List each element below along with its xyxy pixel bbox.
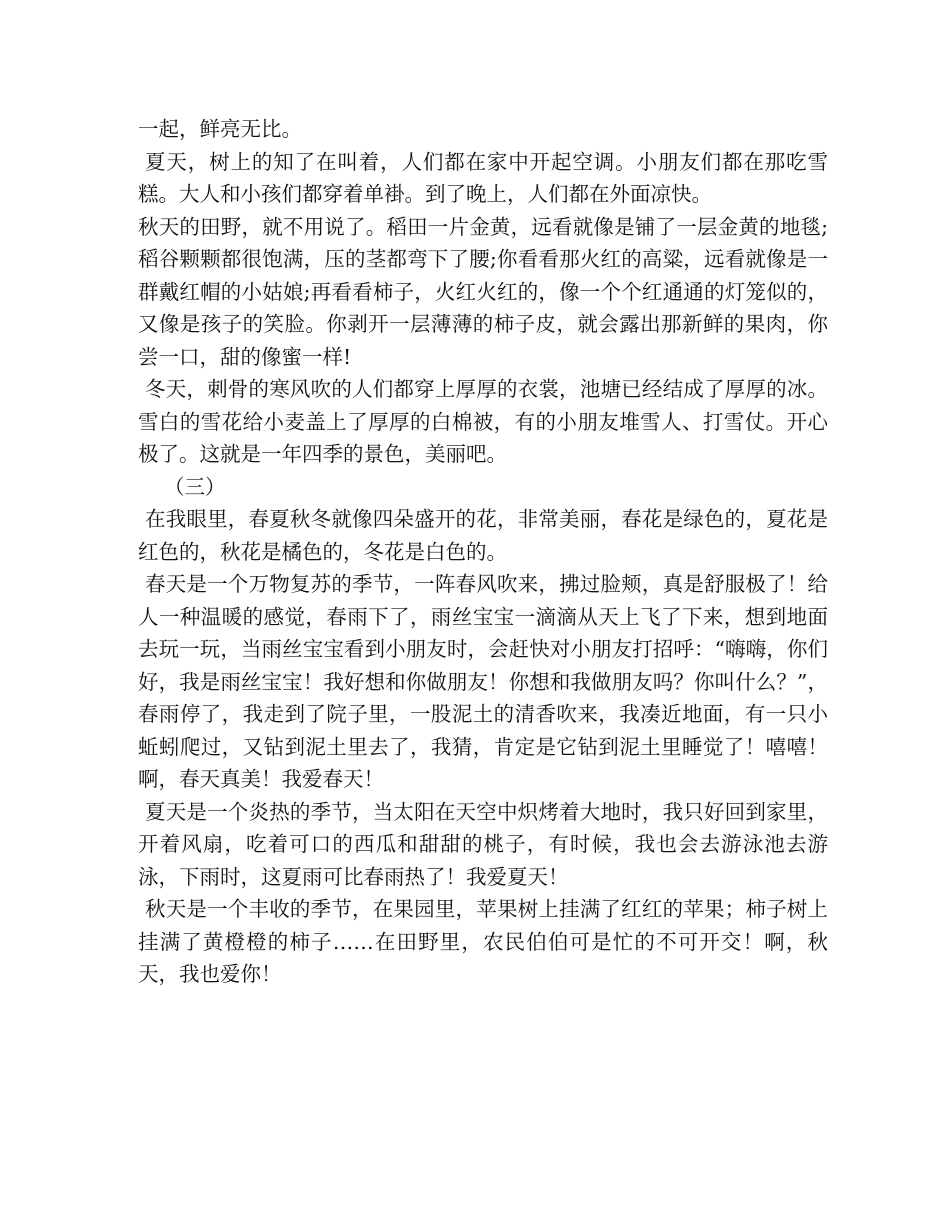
paragraph-9: 秋天是一个丰收的季节，在果园里，苹果树上挂满了红红的苹果；柿子树上挂满了黄橙橙的柿子……在田野里，农民伯伯可是忙的不可开交！啊，秋天，我也爱你！ — [138, 897, 828, 986]
section-heading: （三） — [164, 474, 226, 499]
paragraph-1: 一起，鲜亮无比。 — [138, 117, 302, 141]
paragraph-6: 在我眼里，春夏秋冬就像四朵盛开的花，非常美丽，春花是绿色的，夏花是红色的，秋花是橘色的，冬花是白色的。 — [138, 507, 828, 564]
paragraph-8: 夏天是一个炎热的季节，当太阳在天空中炽烤着大地时，我只好回到家里，开着风扇，吃着可口的西瓜和甜甜的桃子，有时候，我也会去游泳池去游泳，下雨时，这夏雨可比春雨热了！我爱夏天！ — [138, 799, 828, 889]
paragraph-4: 冬天，刺骨的寒风吹的人们都穿上厚厚的衣裳，池塘已经结成了厚厚的冰。雪白的雪花给小麦盖上了厚厚的白棉被，有的小朋友堆雪人、打雪仗。开心极了。这就是一年四季的景色，美丽吧。 — [138, 377, 828, 466]
paragraph-7: 春天是一个万物复苏的季节，一阵春风吹来，拂过脸颊，真是舒服极了！给人一种温暖的感觉，春雨下了，雨丝宝宝一滴滴从天上飞了下来，想到地面去玩一玩，当雨丝宝宝看到小朋友时，会赶快对小朋友打招呼：“嗨嗨，你们好，我是雨丝宝宝！我好想和你做朋友！你想和我做朋友吗？你叫什么？”，春雨停了，我走到了院子里，一股泥土的清香吹来，我凑近地面，有一只小蚯蚓爬过，又钻到泥土里去了，我猜，肯定是它钻到泥土里睡觉了！嘻嘻！啊，春天真美！我爱春天！ — [138, 572, 828, 791]
paragraph-3: 秋天的田野，就不用说了。稻田一片金黄，远看就像是铺了一层金黄的地毯;稻谷颗颗都很饱满，压的茎都弯下了腰;你看看那火红的高粱，远看就像是一群戴红帽的小姑娘;再看看柿子，火红火红的，像一个个红通通的灯笼似的，又像是孩子的笑脸。你剥开一层薄薄的柿子皮，就会露出那新鲜的果肉，你尝一口，甜的像蜜一样! — [138, 214, 828, 369]
paragraph-2: 夏天，树上的知了在叫着，人们都在家中开起空调。小朋友们都在那吃雪糕。大人和小孩们都穿着单褂。到了晚上，人们都在外面凉快。 — [138, 149, 828, 206]
document-page — [138, 113, 828, 991]
